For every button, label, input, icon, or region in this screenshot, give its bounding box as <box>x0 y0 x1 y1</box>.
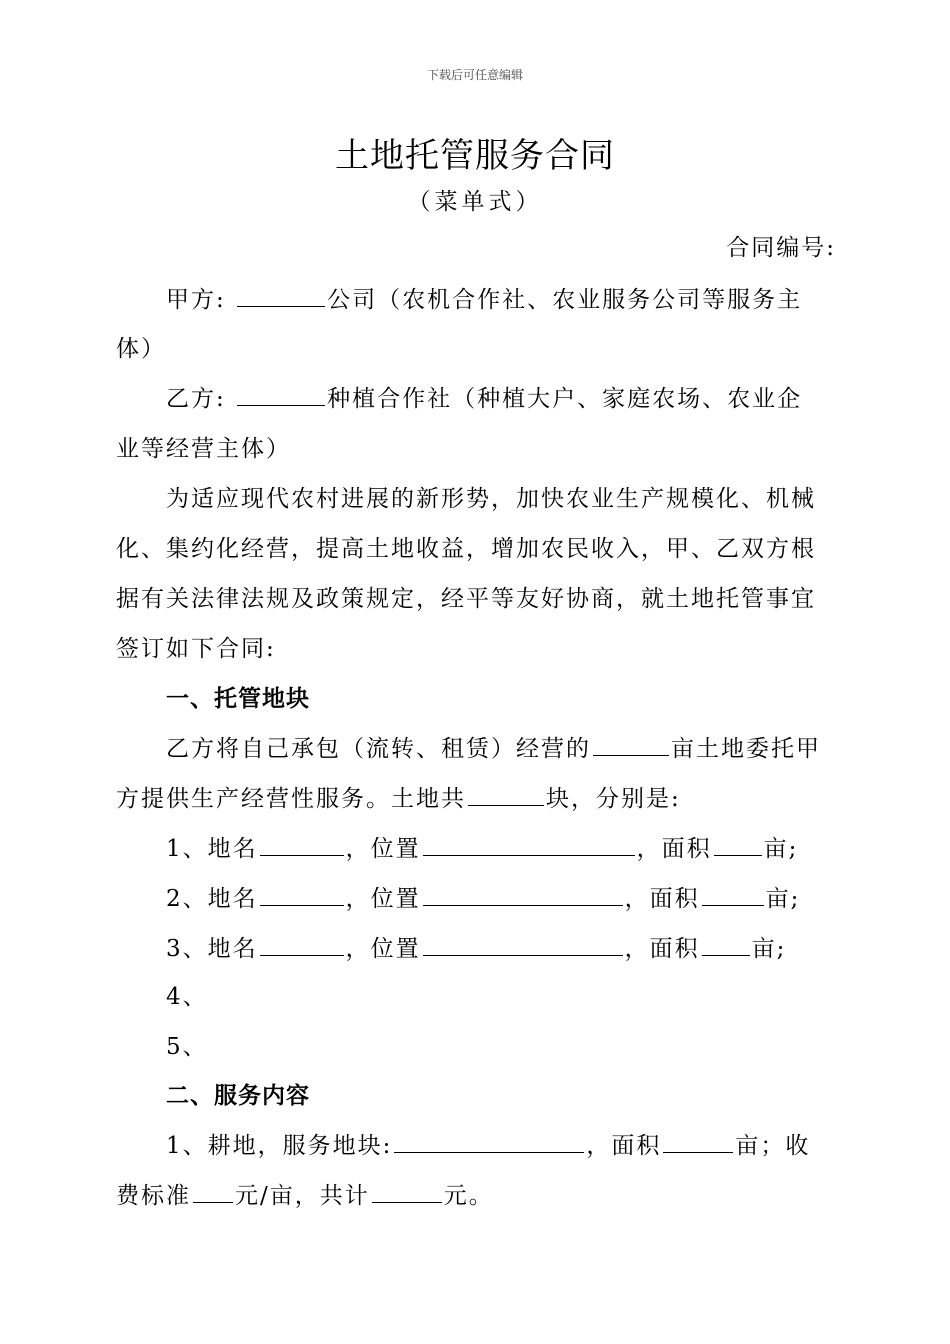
plot-1-position-label: ，位置 <box>345 836 421 862</box>
plot-3-area-label: ，面积 <box>624 936 700 962</box>
party-b-text: 种植合作社（种植大户、家庭农场、农业企 <box>327 386 803 412</box>
service-1-label: 1、耕地，服务地块: <box>166 1133 393 1159</box>
service-1-line-1 <box>166 1126 836 1166</box>
section-1-para-line-2 <box>116 779 836 819</box>
party-b-line <box>166 379 836 419</box>
plot-row-5: 5、 <box>166 1034 208 1060</box>
party-b-label: 乙方: <box>166 386 226 412</box>
plot-3-position-label: ，位置 <box>345 936 421 962</box>
plot-2-name-label: 地名 <box>207 886 258 912</box>
plot-2-name-blank[interactable] <box>260 879 344 906</box>
plot-1-unit: 亩; <box>763 836 799 862</box>
party-a-name-blank[interactable] <box>237 280 325 307</box>
section-1-heading: 一、托管地块 <box>166 686 310 712</box>
plot-2-area-label: ，面积 <box>624 886 700 912</box>
plot-1-name-blank[interactable] <box>260 829 344 856</box>
document-subtitle: （菜单式） <box>407 189 543 215</box>
total-area-blank[interactable] <box>593 729 669 756</box>
service-1-total-blank[interactable] <box>372 1176 442 1203</box>
plot-2-number: 2、 <box>166 886 208 912</box>
party-b-line-2: 业等经营主体） <box>116 436 291 462</box>
plot-3-position-blank[interactable] <box>423 929 623 956</box>
plot-2-position-label: ，位置 <box>345 886 421 912</box>
preamble-line-3: 据有关法律法规及政策规定，经平等友好协商，就土地托管事宜 <box>116 586 816 612</box>
plot-1-area-blank[interactable] <box>714 829 762 856</box>
section-2-heading: 二、服务内容 <box>166 1083 310 1109</box>
party-a-label: 甲方: <box>166 287 226 313</box>
plot-2-position-blank[interactable] <box>423 879 623 906</box>
service-1-line-2 <box>116 1176 836 1216</box>
party-a-line <box>166 280 836 320</box>
plot-row-4: 4、 <box>166 984 208 1010</box>
plot-row-2 <box>166 879 836 919</box>
plot-row-1 <box>166 829 836 869</box>
section-1-p2-b: 块，分别是: <box>546 786 681 812</box>
service-1-unit-label: 亩；收 <box>735 1133 811 1159</box>
service-1-total-label: 元/亩，共计 <box>235 1183 370 1209</box>
contract-number-label: 合同编号: <box>726 235 836 261</box>
service-1-fee-blank[interactable] <box>193 1176 233 1203</box>
section-1-para-line-1 <box>166 729 836 769</box>
plot-3-area-blank[interactable] <box>702 929 750 956</box>
document-title: 土地托管服务合同 <box>335 136 615 176</box>
plot-3-number: 3、 <box>166 936 208 962</box>
plot-1-area-label: ，面积 <box>636 836 712 862</box>
section-1-p1-b: 亩土地委托甲 <box>671 736 821 762</box>
plot-2-area-blank[interactable] <box>702 879 764 906</box>
preamble-line-1: 为适应现代农村进展的新形势，加快农业生产规模化、机械 <box>166 486 816 512</box>
service-1-area-blank[interactable] <box>663 1126 733 1153</box>
plot-1-position-blank[interactable] <box>423 829 635 856</box>
preamble-line-4: 签订如下合同: <box>116 636 276 662</box>
service-1-area-label: ，面积 <box>586 1133 662 1159</box>
service-1-currency: 元。 <box>443 1183 494 1209</box>
plot-1-number: 1、 <box>166 836 208 862</box>
plot-3-name-blank[interactable] <box>260 929 344 956</box>
party-b-name-blank[interactable] <box>237 379 325 406</box>
plot-2-unit: 亩; <box>765 886 801 912</box>
plot-count-blank[interactable] <box>468 779 544 806</box>
header-note: 下载后可任意编辑 <box>426 68 523 82</box>
service-1-fee-label: 费标准 <box>116 1183 191 1209</box>
plot-1-name-label: 地名 <box>207 836 258 862</box>
section-1-p1-a: 乙方将自己承包（流转、租赁）经营的 <box>166 736 591 762</box>
plot-3-name-label: 地名 <box>207 936 258 962</box>
plot-3-unit: 亩; <box>751 936 787 962</box>
service-1-plot-blank[interactable] <box>394 1126 584 1153</box>
party-a-text: 公司（农机合作社、农业服务公司等服务主 <box>327 287 803 313</box>
section-1-p2-a: 方提供生产经营性服务。土地共 <box>116 786 466 812</box>
party-a-line-2: 体） <box>116 336 166 362</box>
preamble-line-2: 化、集约化经营，提高土地收益，增加农民收入，甲、乙双方根 <box>116 536 816 562</box>
plot-row-3 <box>166 929 836 969</box>
